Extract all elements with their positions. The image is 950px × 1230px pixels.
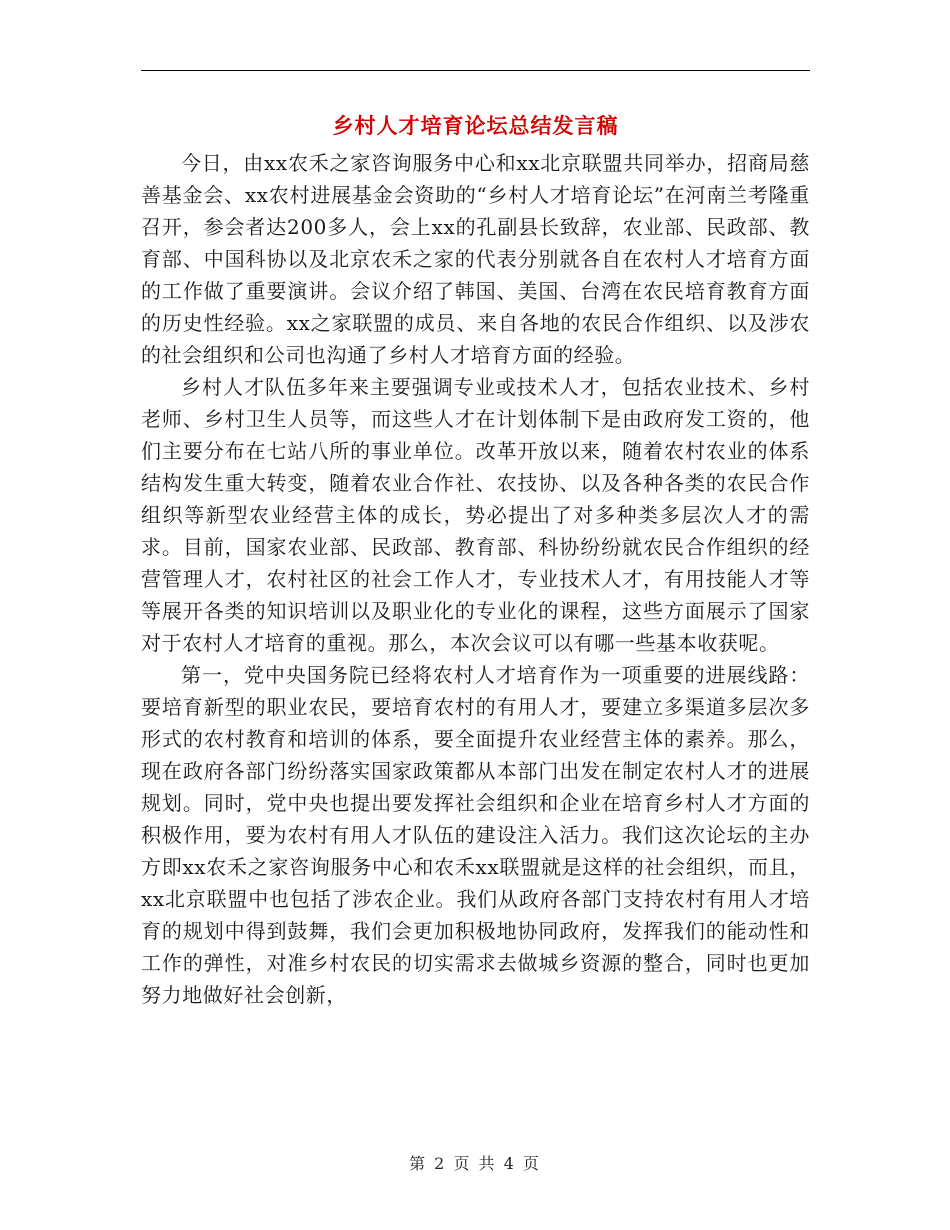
document-title: 乡村人才培育论坛总结发言稿 — [332, 114, 619, 138]
page-footer: 第 2 页 共 4 页 — [409, 1154, 541, 1173]
body-paragraph-3: 第一，党中央国务院已经将农村人才培育作为一项重要的进展线路：要培育新型的职业农民，要培育农村的有用人才，要建立多渠道多层次多形式的农村教育和培训的体系，要全面提升农业经营主体的素养。那么，现在政府各部门纷纷落实国家政策都从本部门出发在制定农村人才的进展规划。同时，党中央也提出要发挥社会组织和企业在培育乡村人才方面的积极作用，要为农村有用人才队伍的建设注入活力。我们这次论坛的主办方即xx农禾之家咨询服务中心和农禾xx联盟就是这样的社会组织，而且，xx北京联盟中也包括了涉农企业。我们从政府各部门支持农村有用人才培育的规划中得到鼓舞，我们会更加积极地协同政府，发挥我们的能动性和工作的弹性，对准乡村农民的切实需求去做城乡资源的整合，同时也更加努力地做好社会创新， — [141, 663, 810, 1007]
header-rule — [141, 70, 810, 71]
document-body — [141, 147, 810, 1011]
body-paragraph-1: 今日，由xx农禾之家咨询服务中心和xx北京联盟共同举办，招商局慈善基金会、xx农村进展基金会资助的“乡村人才培育论坛”在河南兰考隆重召开，参会者达200多人，会上xx的孔副县长致辞，农业部、民政部、教育部、中国科协以及北京农禾之家的代表分别就各自在农村人才培育方面的工作做了重要演讲。会议介绍了韩国、美国、台湾在农民培育教育方面的历史性经验。xx之家联盟的成员、来自各地的农民合作组织、以及涉农的社会组织和公司也沟通了乡村人才培育方面的经验。 — [141, 151, 810, 367]
body-paragraph-2: 乡村人才队伍多年来主要强调专业或技术人才，包括农业技术、乡村老师、乡村卫生人员等，而这些人才在计划体制下是由政府发工资的，他们主要分布在七站八所的事业单位。改革开放以来，随着农村农业的体系结构发生重大转变，随着农业合作社、农技协、以及各种各类的农民合作组织等新型农业经营主体的成长，势必提出了对多种类多层次人才的需求。目前，国家农业部、民政部、教育部、科协纷纷就农民合作组织的经营管理人才，农村社区的社会工作人才，专业技术人才，有用技能人才等等展开各类的知识培训以及职业化的专业化的课程，这些方面展示了国家对于农村人才培育的重视。那么，本次会议可以有哪一些基本收获呢。 — [141, 375, 810, 655]
